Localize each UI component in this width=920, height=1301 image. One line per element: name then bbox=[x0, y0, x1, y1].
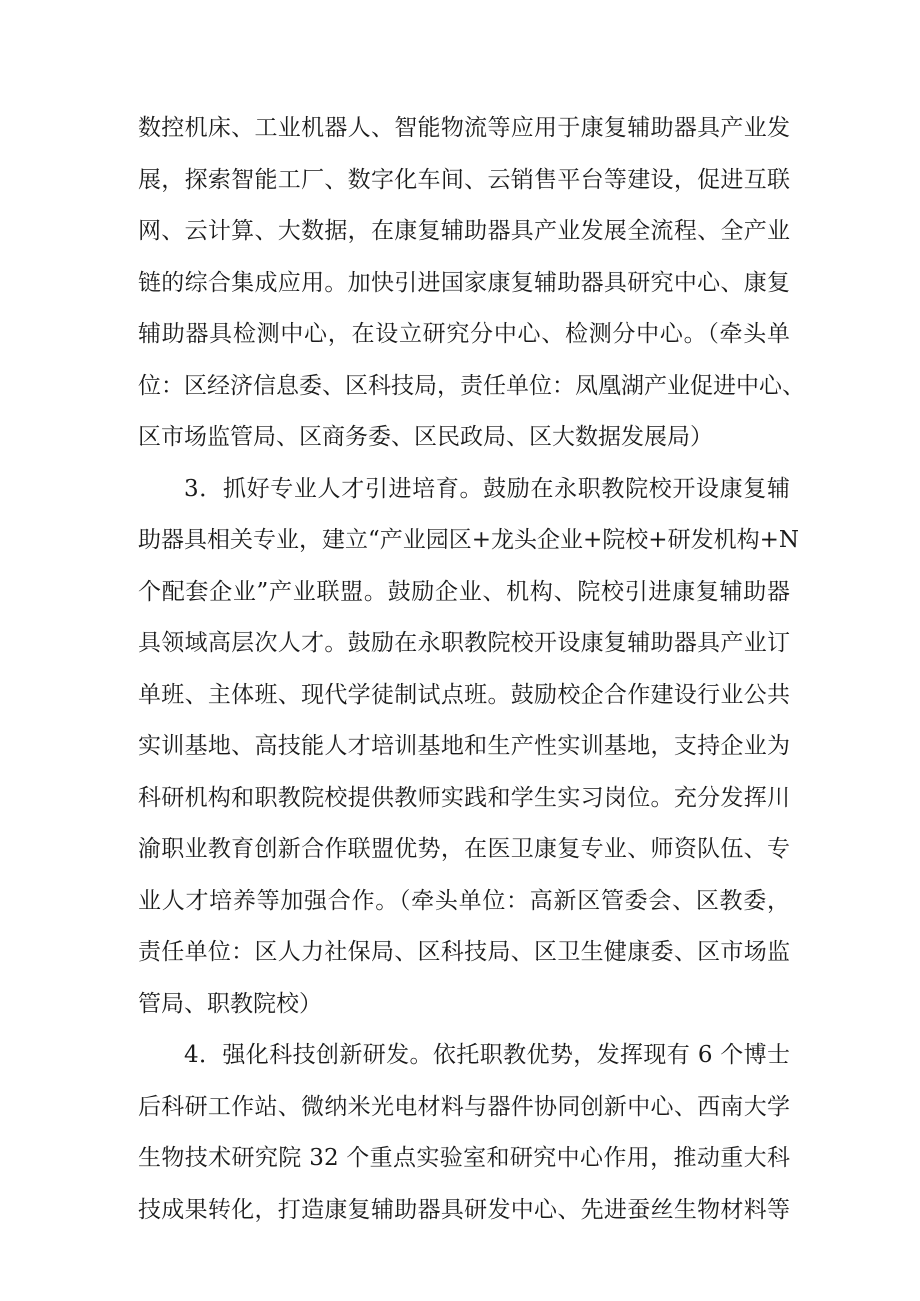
text-line: 区市场监管局、区商务委、区民政局、区大数据发展局） bbox=[138, 424, 713, 450]
text-line: 管局、职教院校） bbox=[138, 990, 322, 1017]
text-line: 渝职业教育创新合作联盟优势，在医卫康复专业、师资队伍、专 bbox=[138, 836, 790, 862]
text-line: 责任单位：区人力社保局、区科技局、区卫生健康委、区市场监 bbox=[138, 939, 790, 965]
text-line: 数控机床、工业机器人、智能物流等应用于康复辅助器具产业发 bbox=[138, 115, 790, 141]
text-line: 生物技术研究院 32 个重点实验室和研究中心作用，推动重大科 bbox=[138, 1145, 790, 1171]
text-line: 4．强化科技创新研发。依托职教优势，发挥现有 6 个博士 bbox=[184, 1042, 790, 1068]
text-line: 个配套企业”产业联盟。鼓励企业、机构、院校引进康复辅助器 bbox=[138, 578, 790, 605]
text-line: 实训基地、高技能人才培训基地和生产性实训基地，支持企业为 bbox=[138, 733, 790, 759]
text-line: 技成果转化，打造康复辅助器具研发中心、先进蚕丝生物材料等 bbox=[138, 1196, 790, 1223]
paragraph-continued bbox=[138, 103, 805, 464]
text-line: 辅助器具检测中心，在设立研究分中心、检测分中心。（牵头单 bbox=[138, 321, 790, 347]
text-line: 网、云计算、大数据，在康复辅助器具产业发展全流程、全产业 bbox=[138, 218, 790, 244]
text-line: 具领域高层次人才。鼓励在永职教院校开设康复辅助器具产业订 bbox=[138, 630, 790, 656]
text-line: 链的综合集成应用。加快引进国家康复辅助器具研究中心、康复 bbox=[138, 269, 790, 296]
text-line: 展，探索智能工厂、数字化车间、云销售平台等建设，促进互联 bbox=[138, 166, 790, 193]
text-line: 后科研工作站、微纳米光电材料与器件协同创新中心、西南大学 bbox=[138, 1093, 790, 1120]
paragraph-4 bbox=[138, 1030, 790, 1236]
text-line: 助器具相关专业，建立“产业园区+龙头企业+院校+研发机构+N bbox=[138, 527, 799, 553]
text-line: 单班、主体班、现代学徒制试点班。鼓励校企合作建设行业公共 bbox=[138, 681, 790, 708]
text-line: 位：区经济信息委、区科技局，责任单位：凤凰湖产业促进中心、 bbox=[138, 372, 805, 399]
document-page bbox=[138, 103, 805, 1236]
paragraph-3 bbox=[138, 464, 799, 1031]
text-line: 3．抓好专业人才引进培育。鼓励在永职教院校开设康复辅 bbox=[184, 475, 790, 502]
text-line: 科研机构和职教院校提供教师实践和学生实习岗位。充分发挥川 bbox=[138, 784, 790, 811]
text-line: 业人才培养等加强合作。（牵头单位：高新区管委会、区教委， bbox=[138, 887, 790, 914]
